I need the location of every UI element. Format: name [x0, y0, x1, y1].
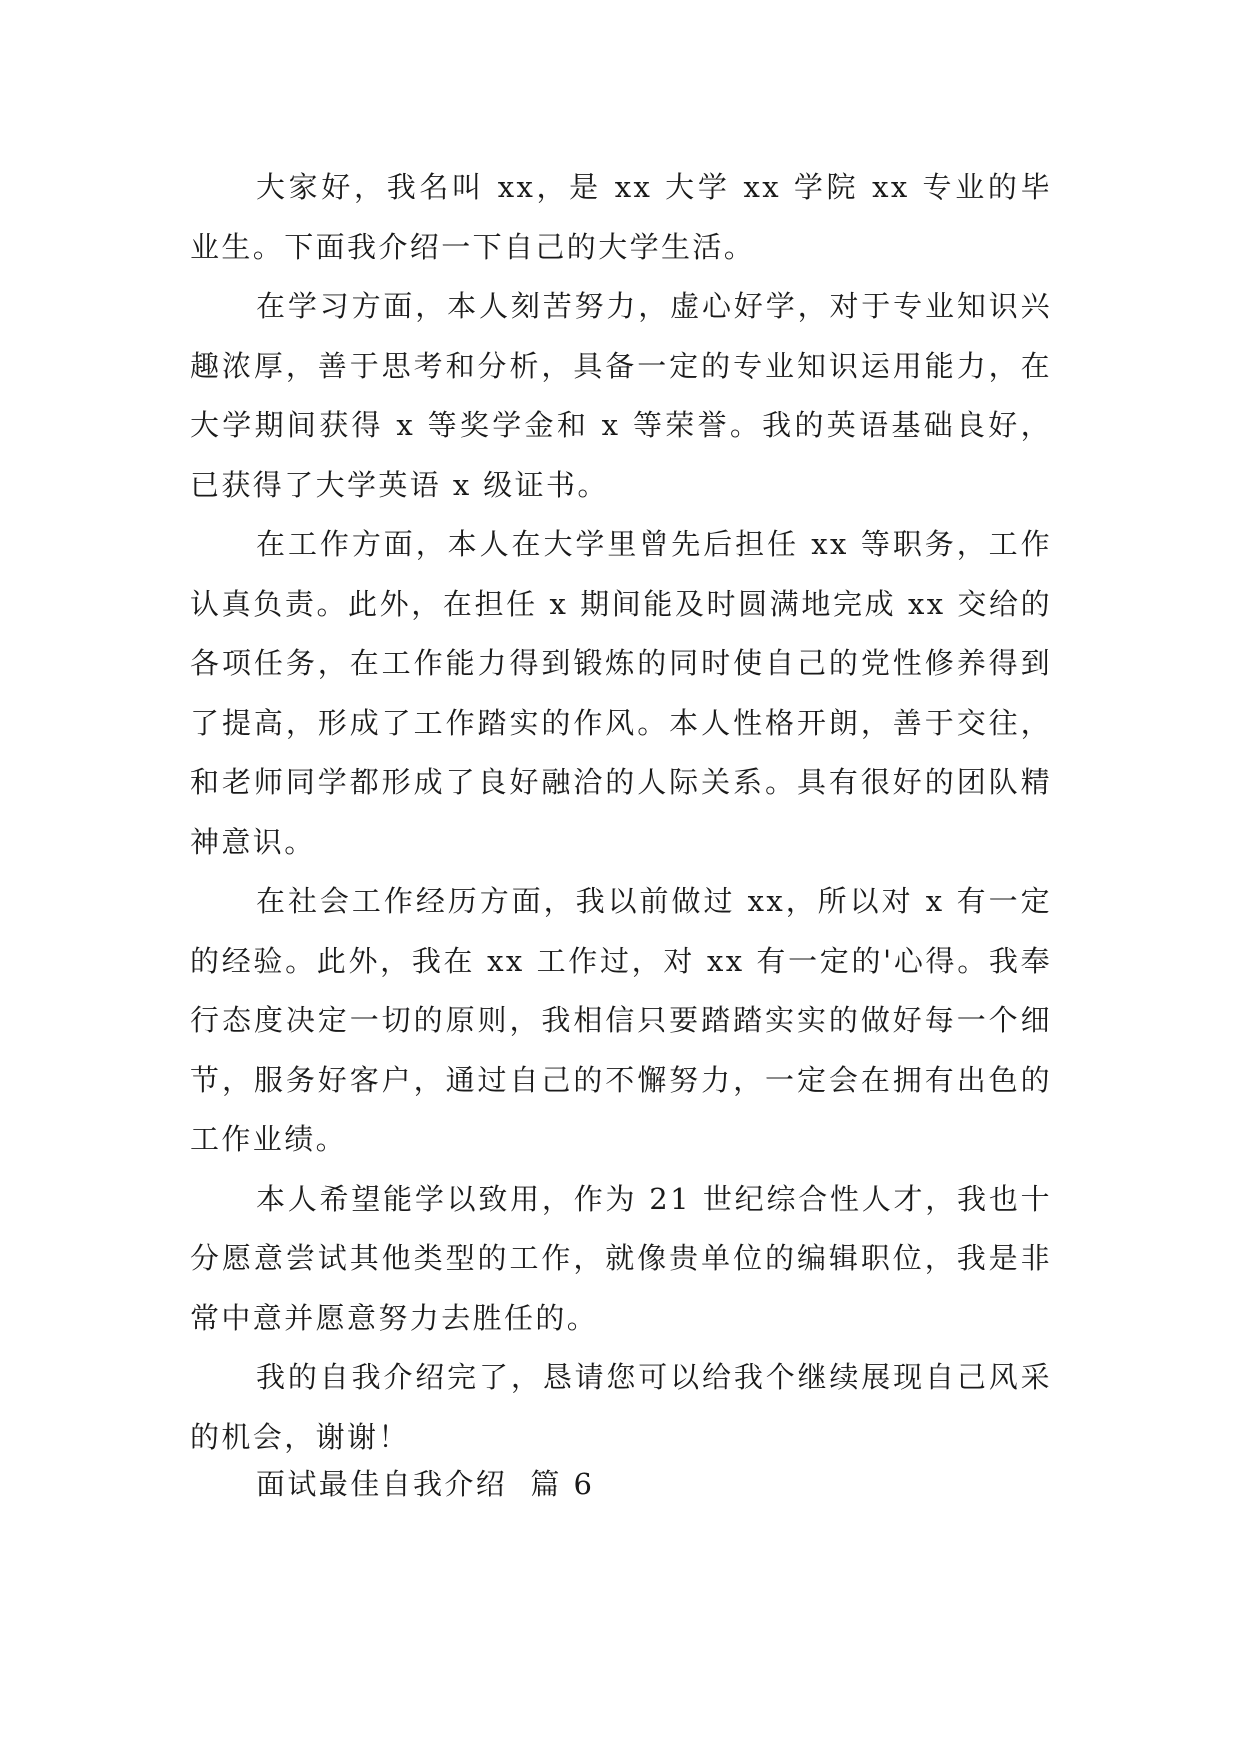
paragraph-study: 在学习方面，本人刻苦努力，虚心好学，对于专业知识兴趣浓厚，善于思考和分析，具备一定的专业知识运用能力，在大学期间获得 x 等奖学金和 x 等荣誉。我的英语基础良好，已获得了大学英语 x 级证书。	[190, 289, 1052, 502]
section-heading: 面试最佳自我介绍 篇 6	[256, 1467, 595, 1501]
paragraph-greeting: 大家好，我名叫 xx，是 xx 大学 xx 学院 xx 专业的毕业生。下面我介绍一下自己的大学生活。	[190, 170, 1052, 264]
paragraph-work: 在工作方面，本人在大学里曾先后担任 xx 等职务，工作认真负责。此外，在担任 x 期间能及时圆满地完成 xx 交给的各项任务，在工作能力得到锻炼的同时使自己的党性修养得到了提高，形成了工作踏实的作风。本人性格开朗，善于交往，和老师同学都形成了良好融洽的人际关系。具有很好的团队精神意识。	[190, 527, 1052, 859]
document-body	[190, 158, 1052, 1467]
paragraph-social-experience: 在社会工作经历方面，我以前做过 xx，所以对 x 有一定的经验。此外，我在 xx 工作过，对 xx 有一定的'心得。我奉行态度决定一切的原则，我相信只要踏踏实实的做好每一个细节，服务好客户，通过自己的不懈努力，一定会在拥有出色的工作业绩。	[190, 884, 1052, 1156]
paragraph-aspiration: 本人希望能学以致用，作为 21 世纪综合性人才，我也十分愿意尝试其他类型的工作，就像贵单位的编辑职位，我是非常中意并愿意努力去胜任的。	[190, 1181, 1052, 1335]
paragraph-closing: 我的自我介绍完了，恳请您可以给我个继续展现自己风采的机会，谢谢！	[190, 1360, 1052, 1454]
